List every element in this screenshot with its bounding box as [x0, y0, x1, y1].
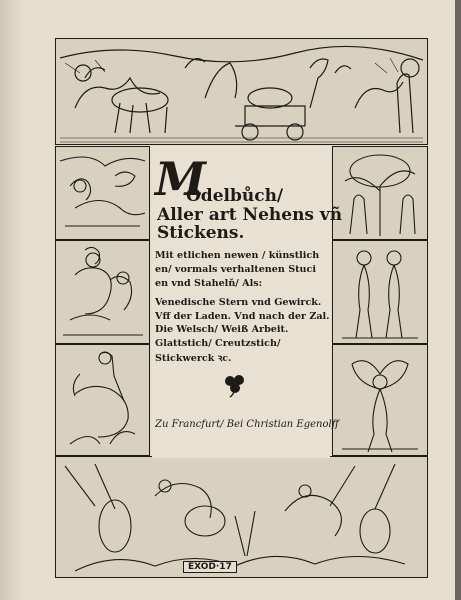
subtitle-line: Mit etlichen newen / künstlich: [155, 250, 320, 261]
subtitle-line: Die Welsch/ Weiß Arbeit.: [155, 324, 289, 335]
subtitle-line: en vnd Stahelň/ Als:: [155, 278, 263, 289]
title-line-1: Odelbůch/: [186, 186, 284, 206]
subtitle-line: Vff der Laden. Vnd nach der Zal.: [155, 311, 330, 322]
title-line-2: Aller art Nehens vñ: [157, 205, 343, 225]
title-line-3: Stickens.: [157, 223, 245, 243]
title-dropcap: M: [155, 152, 206, 206]
page-gutter: [0, 0, 24, 600]
subtitle-line: Venedische Stern vnd Gewirck.: [155, 297, 322, 308]
woodcut-top-procession: [55, 38, 428, 145]
leaf-ornament-icon: [222, 372, 248, 398]
subtitle-line: en/ vormals verhaltenen Stuci: [155, 264, 317, 275]
woodcut-right-tree-figures: [332, 146, 428, 240]
woodcut-left-seated-figures: [55, 240, 150, 344]
woodcut-right-angel: [332, 344, 428, 456]
subtitle-line: Glattstich/ Creutzstich/: [155, 338, 281, 349]
page-edge: [455, 0, 461, 600]
woodcut-bottom-battle: [55, 456, 428, 578]
woodcut-right-standing-pair: [332, 240, 428, 344]
imprint-line: Zu Francfurt/ Bei Christian Egenolff: [155, 419, 339, 430]
title-block: [152, 146, 343, 458]
woodcut-left-reclining-figure: [55, 146, 150, 240]
subtitle-line: Stickwerck ꝛc.: [155, 353, 232, 364]
woodcut-left-warrior-beast: [55, 344, 150, 456]
plate-label: EXOD·17: [183, 561, 237, 573]
